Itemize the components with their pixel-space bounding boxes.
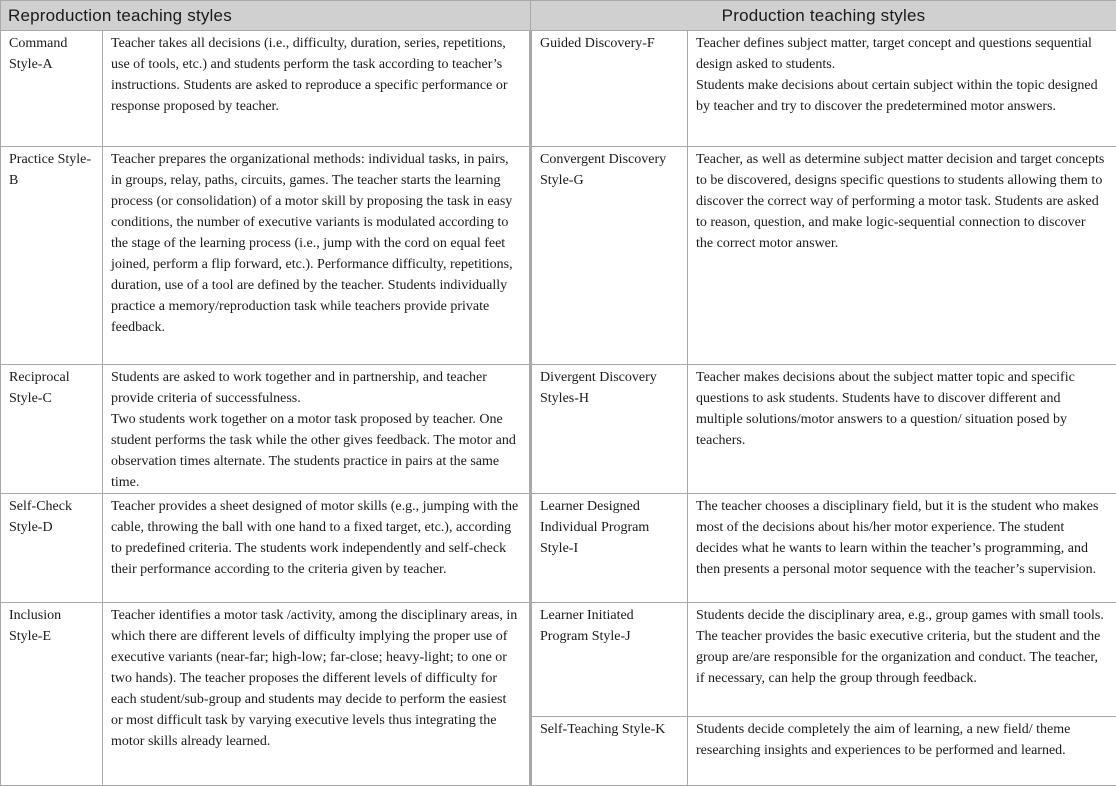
- style-name: Learner Designed Individual Program Style-I: [531, 494, 688, 603]
- style-description: Teacher defines subject matter, target concept and questions sequential design asked to students. Students make decisions about certain subject within the topic designed by teacher and try to discover the predetermined motor answers.: [688, 31, 1116, 147]
- style-description: Teacher identifies a motor task /activity, among the disciplinary areas, in which there are different levels of difficulty implying the proper use of executive variants (near-far; high-low; far-close; heavy-light; to one or two hands). The teacher proposes the different levels of difficulty for each student/sub-group and students may decide to perform the easiest or most difficult task by varying executive levels thus integrating the motor skills already learned.: [103, 603, 531, 786]
- style-description: Teacher makes decisions about the subject matter topic and specific questions to ask students. Students have to discover different and multiple solutions/motor answers to a question/ situation posed by teachers.: [688, 364, 1116, 493]
- style-name: Learner Initiated Program Style-J: [531, 603, 688, 716]
- style-name: Self-Teaching Style-K: [531, 716, 688, 785]
- style-description: Students are asked to work together and in partnership, and teacher provide criteria of successfulness. Two students work together on a motor task proposed by teacher. One student performs the task while the other gives feedback. The motor and observation times alternate. The students practice in pairs at the same time.: [103, 364, 531, 493]
- reproduction-header: Reproduction teaching styles: [1, 1, 531, 31]
- style-description: Students decide completely the aim of learning, a new field/ theme researching insights and experiences to be performed and learned.: [688, 716, 1116, 785]
- table-row: [1, 147, 1116, 365]
- style-name: Convergent Discovery Style-G: [531, 147, 688, 365]
- style-name: Command Style-A: [1, 31, 103, 147]
- table-row: [1, 364, 1116, 493]
- style-description: The teacher chooses a disciplinary field, but it is the student who makes most of the decisions about his/her motor experience. The student decides what he wants to learn within the teacher’s programming, and then presents a personal motor sequence with the teacher’s supervision.: [688, 494, 1116, 603]
- style-name: Divergent Discovery Styles-H: [531, 364, 688, 493]
- style-description: Teacher takes all decisions (i.e., difficulty, duration, series, repetitions, use of tools, etc.) and students perform the task according to teacher’s instructions. Students are asked to reproduce a specific performance or response proposed by teacher.: [103, 31, 531, 147]
- production-header: Production teaching styles: [531, 1, 1116, 31]
- style-name: Guided Discovery-F: [531, 31, 688, 147]
- style-name: Practice Style-B: [1, 147, 103, 365]
- style-name: Self-Check Style-D: [1, 494, 103, 603]
- style-name: Reciprocal Style-C: [1, 364, 103, 493]
- style-description: Teacher, as well as determine subject matter decision and target concepts to be discovered, designs specific questions to students allowing them to discover the correct way of performing a motor task. Students are asked to reason, question, and make logic-sequential connection to discover the correct motor answer.: [688, 147, 1116, 365]
- header-row: [1, 1, 1116, 31]
- table-row: [1, 603, 1116, 716]
- style-name: Inclusion Style-E: [1, 603, 103, 786]
- table-row: [1, 494, 1116, 603]
- style-description: Students decide the disciplinary area, e.g., group games with small tools. The teacher provides the basic executive criteria, but the student and the group are/are responsible for the organization and conduct. The teacher, if necessary, can help the group through feedback.: [688, 603, 1116, 716]
- style-description: Teacher prepares the organizational methods: individual tasks, in pairs, in groups, relay, paths, circuits, games. The teacher starts the learning process (or consolidation) of a motor skill by proposing the task in easy conditions, the number of executive variants is modulated according to the stage of the learning process (i.e., jump with the cord on equal feet joined, perform a flip forward, etc.). Performance difficulty, repetitions, duration, use of a tool are defined by the teacher. Students individually practice a memory/reproduction task while teachers provide private feedback.: [103, 147, 531, 365]
- table-row: [1, 31, 1116, 147]
- style-description: Teacher provides a sheet designed of motor skills (e.g., jumping with the cable, throwing the ball with one hand to a fixed target, etc.), according to predefined criteria. The students work independently and self-check their performance according to the criteria given by teacher.: [103, 494, 531, 603]
